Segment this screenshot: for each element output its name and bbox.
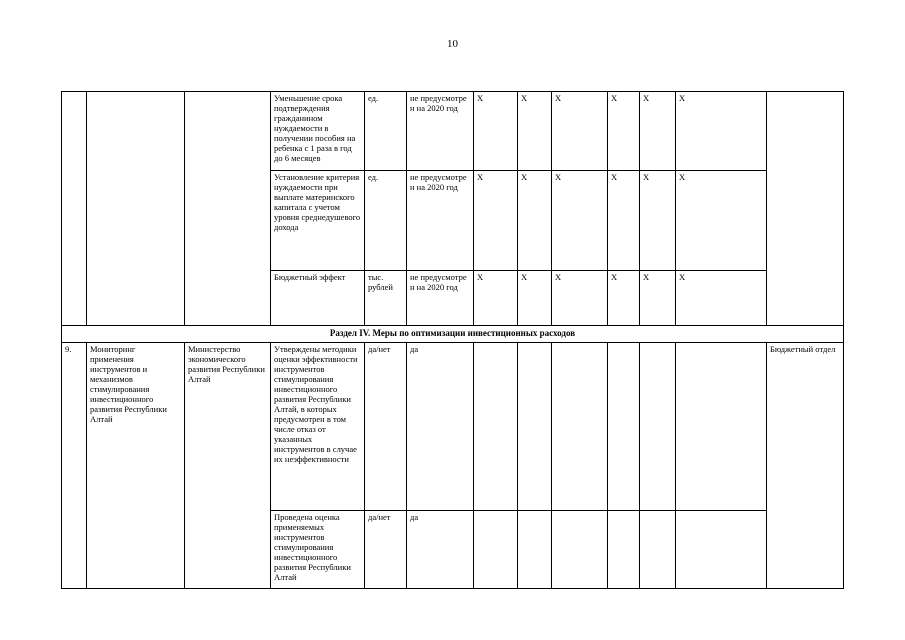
cell-executor (185, 92, 271, 326)
table-row (62, 343, 844, 511)
cell-mark (608, 511, 640, 589)
cell-indicator: Установление критерия нуждаемости при выплате материнского капитала с учетом уровня среднедушевого дохода (271, 171, 365, 271)
cell-responsible: Бюджетный отдел (767, 343, 844, 589)
cell-mark: X (474, 171, 518, 271)
cell-mark (640, 511, 676, 589)
cell-mark: X (552, 92, 608, 171)
section-header-row (62, 326, 844, 343)
cell-mark: X (608, 92, 640, 171)
cell-mark (518, 343, 552, 511)
cell-mark (676, 343, 767, 511)
cell-indicator: Уменьшение срока подтверждения гражданином нуждаемости в получении пособия на ребенка с 1 раза в год до 6 месяцев (271, 92, 365, 171)
cell-mark: X (676, 271, 767, 326)
cell-measure (87, 92, 185, 326)
cell-value: не предусмотре н на 2020 год (407, 92, 474, 171)
cell-mark: X (608, 271, 640, 326)
cell-value: не предусмотре н на 2020 год (407, 271, 474, 326)
cell-mark: X (640, 271, 676, 326)
measures-table (61, 91, 844, 589)
section-title: Раздел IV. Меры по оптимизации инвестиционных расходов (62, 326, 844, 343)
cell-unit: ед. (365, 171, 407, 271)
cell-unit: да/нет (365, 511, 407, 589)
cell-value: да (407, 343, 474, 511)
cell-mark (474, 511, 518, 589)
cell-mark (640, 343, 676, 511)
cell-mark: X (518, 92, 552, 171)
cell-mark: X (676, 171, 767, 271)
cell-mark (608, 343, 640, 511)
cell-mark: X (640, 171, 676, 271)
cell-mark (518, 511, 552, 589)
cell-mark (552, 343, 608, 511)
cell-mark: X (676, 92, 767, 171)
cell-unit: да/нет (365, 343, 407, 511)
cell-mark: X (640, 92, 676, 171)
cell-measure: Мониторинг применения инструментов и механизмов стимулирования инвестиционного развития Республики Алтай (87, 343, 185, 589)
cell-number: 9. (62, 343, 87, 589)
cell-mark: X (474, 271, 518, 326)
cell-indicator: Утверждены методики оценки эффективности инструментов стимулирования инвестиционного развития Республики Алтай, в которых предусмотрен в том числе отказ от указанных инструментов в случае их неэффективности (271, 343, 365, 511)
cell-mark: X (552, 171, 608, 271)
cell-unit: тыс. рублей (365, 271, 407, 326)
cell-mark (676, 511, 767, 589)
cell-unit: ед. (365, 92, 407, 171)
page-number: 10 (447, 38, 458, 50)
cell-indicator: Проведена оценка применяемых инструментов стимулирования инвестиционного развития Республики Алтай (271, 511, 365, 589)
cell-mark: X (518, 171, 552, 271)
cell-mark (552, 511, 608, 589)
cell-value: да (407, 511, 474, 589)
cell-mark: X (474, 92, 518, 171)
cell-indicator: Бюджетный эффект (271, 271, 365, 326)
cell-mark: X (552, 271, 608, 326)
table-row (62, 92, 844, 171)
cell-mark: X (518, 271, 552, 326)
cell-mark: X (608, 171, 640, 271)
cell-responsible (767, 92, 844, 326)
cell-executor: Министерство экономического развития Республики Алтай (185, 343, 271, 589)
cell-mark (474, 343, 518, 511)
cell-value: не предусмотре н на 2020 год (407, 171, 474, 271)
cell-number (62, 92, 87, 326)
